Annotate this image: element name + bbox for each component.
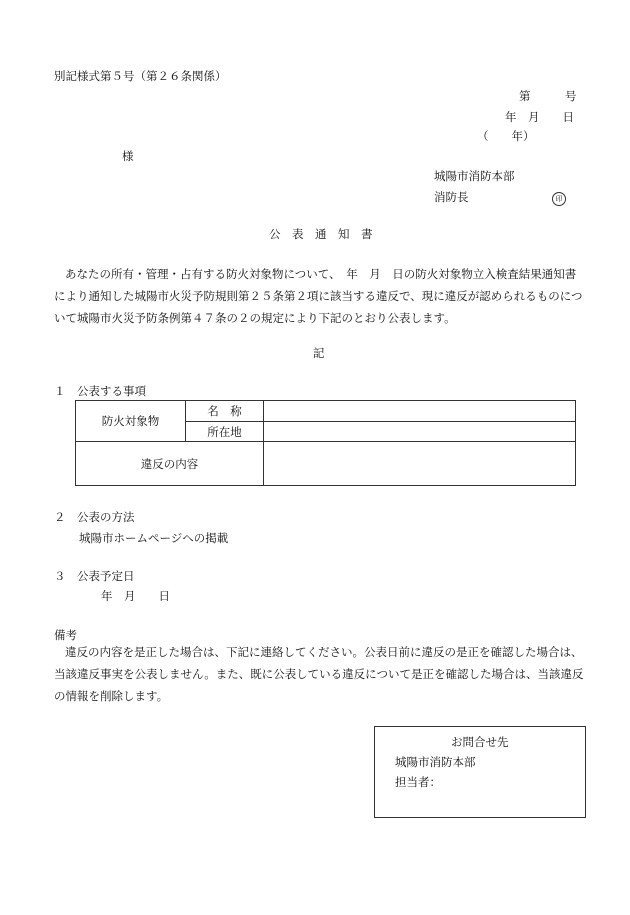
name-label: 名 称	[186, 401, 264, 422]
issuer-title: 消防長	[434, 190, 469, 204]
form-reference: 別記様式第５号（第２６条関係）	[54, 69, 227, 83]
section2-content: 城陽市ホームページへの掲載	[79, 531, 229, 545]
location-value	[264, 422, 576, 442]
remarks-line: 当該違反事実を公表しません。また、既に公表している違反について是正を確認した場合は、当該違反	[54, 667, 584, 681]
contact-title: お問合せ先	[451, 735, 509, 749]
contact-box	[374, 726, 586, 818]
document-number: 第 号	[519, 89, 577, 103]
section3-content: 年 月 日	[101, 589, 170, 603]
name-value	[264, 401, 576, 422]
issuer-org: 城陽市消防本部	[434, 169, 515, 183]
violation-label: 違反の内容	[76, 442, 264, 486]
document-title: 公 表 通 知 書	[269, 227, 373, 241]
violation-value	[264, 442, 576, 486]
ki-marker: 記	[313, 346, 325, 360]
section1-heading: １ 公表する事項	[54, 384, 146, 398]
remarks-heading: 備考	[54, 628, 77, 642]
remarks-paragraph	[54, 641, 594, 707]
body-line: あなたの所有・管理・占有する防火対象物について、 年 月 日の防火対象物立入検査結果通知書	[65, 267, 577, 281]
body-paragraph	[54, 263, 594, 329]
body-line: により通知した城陽市火災予防規則第２５条第２項に該当する違反で、現に違反が認められるものにつ	[54, 289, 583, 303]
era-year: （ 年）	[477, 129, 535, 143]
seal-icon: 印	[552, 189, 566, 206]
section3-heading: ３ 公表予定日	[54, 569, 135, 583]
contact-org: 城陽市消防本部	[395, 755, 476, 769]
fire-object-label: 防火対象物	[76, 401, 186, 442]
addressee-honorific: 様	[122, 149, 134, 163]
section2-heading: ２ 公表の方法	[54, 510, 135, 524]
location-label: 所在地	[186, 422, 264, 442]
body-line: いて城陽市火災予防条例第４７条の２の規定により下記のとおり公表します。	[54, 311, 456, 325]
remarks-line: 違反の内容を是正した場合は、下記に連絡してください。公表日前に違反の是正を確認した場合は、	[65, 645, 583, 659]
contact-person-label: 担当者：	[395, 775, 441, 789]
publication-items-table	[75, 400, 576, 486]
issue-date: 年 月 日	[505, 110, 574, 124]
remarks-line: の情報を削除します。	[54, 689, 169, 703]
